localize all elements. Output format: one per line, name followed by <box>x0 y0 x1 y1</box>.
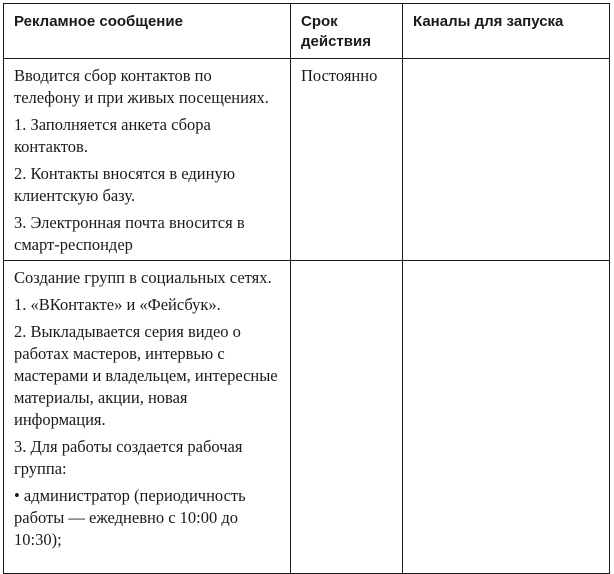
message-item: 1. «ВКонтакте» и «Фейсбук». <box>14 295 221 314</box>
message-item: 3. Для работы создается рабочая группа: <box>14 437 243 478</box>
cell-message <box>4 59 291 261</box>
message-item: 3. Электронная почта вносится в смарт-респондер <box>14 213 245 254</box>
message-item: 1. Заполняется анкета сбора контактов. <box>14 115 211 156</box>
message-item: • администратор (периодичность работы — ежедневно с 10:00 до 10:30); <box>14 486 246 549</box>
header-duration: Срок действия <box>291 4 403 59</box>
header-message: Рекламное сообщение <box>4 4 291 59</box>
table-row <box>4 261 610 574</box>
cell-message <box>4 261 291 574</box>
header-channels: Каналы для запуска <box>403 4 610 59</box>
cell-channels <box>403 261 610 574</box>
message-intro: Вводится сбор контактов по телефону и при живых посещениях. <box>14 66 269 107</box>
table-header-row <box>4 4 610 59</box>
cell-duration <box>291 261 403 574</box>
cell-channels <box>403 59 610 261</box>
message-item: 2. Контакты вносятся в единую клиентскую базу. <box>14 164 236 205</box>
table-row <box>4 59 610 261</box>
cell-duration: Постоянно <box>291 59 403 261</box>
message-item: 2. Выкладывается серия видео о работах мастеров, интервью с мастерами и владельцем, интересные материалы, акции, новая информация. <box>14 322 278 429</box>
advertising-plan-table <box>3 3 610 574</box>
message-intro: Создание групп в социальных сетях. <box>14 268 272 287</box>
